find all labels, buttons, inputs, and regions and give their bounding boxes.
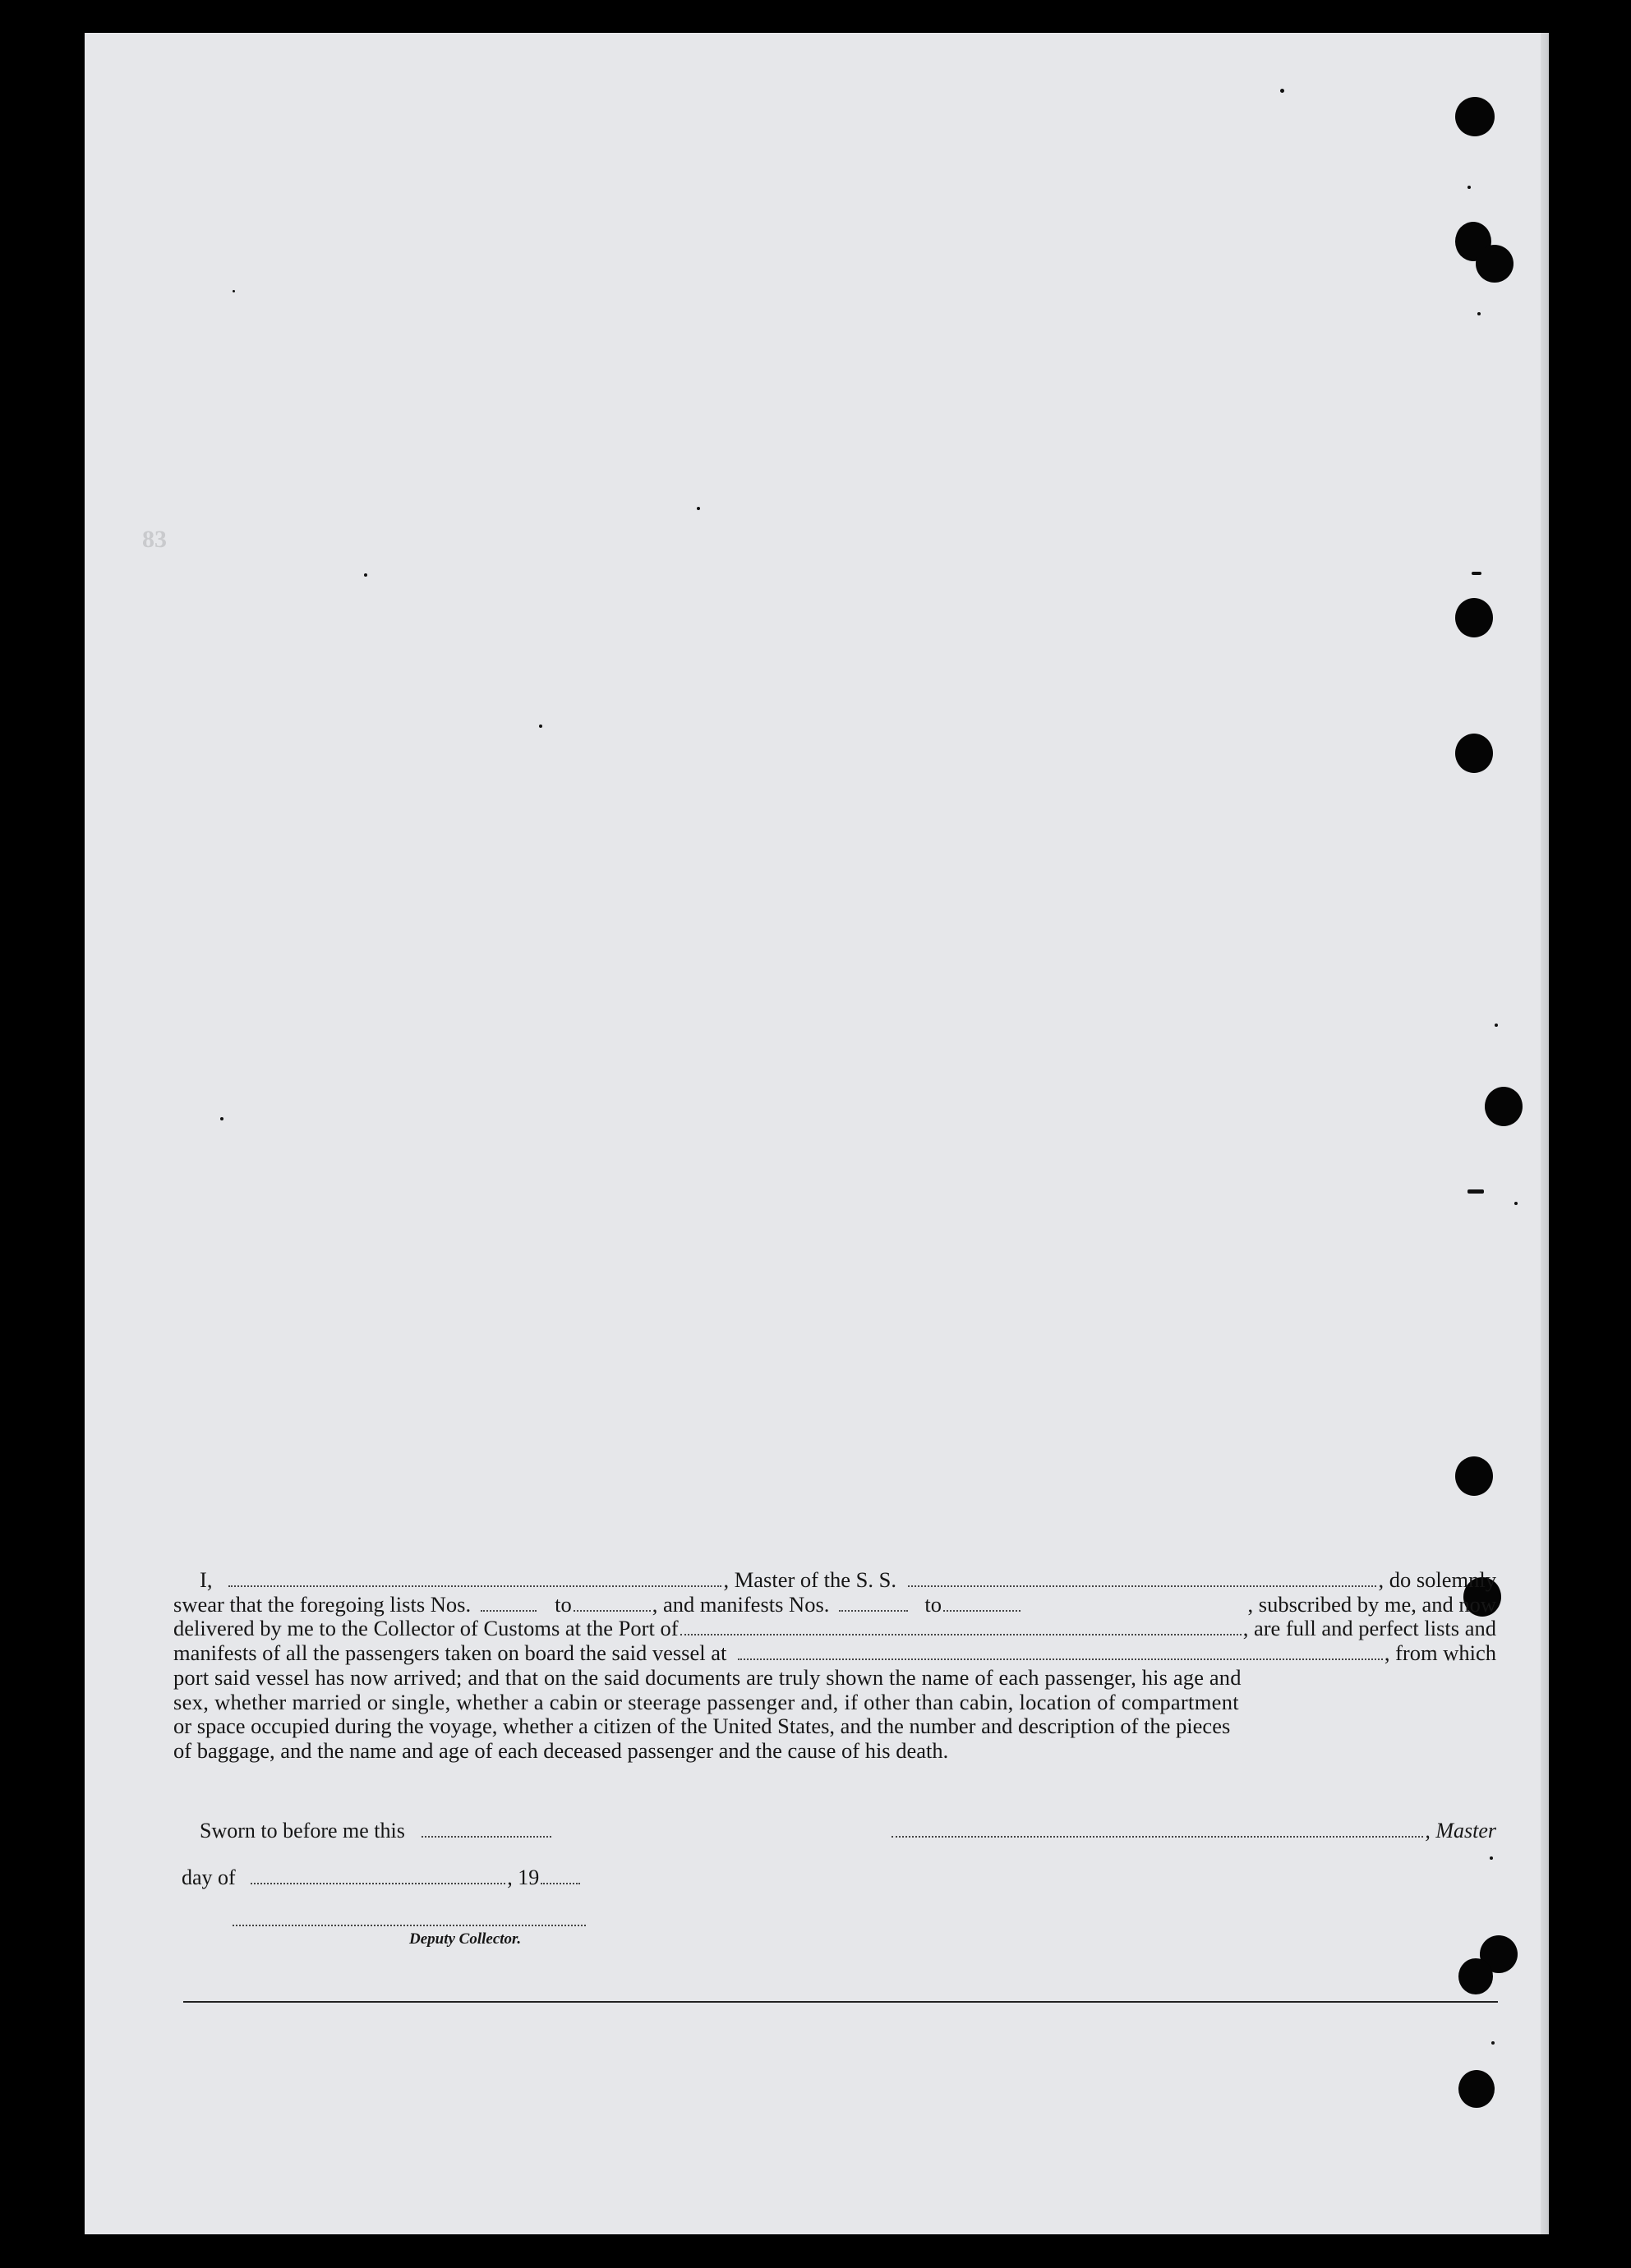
speck: [1467, 186, 1471, 189]
day-of-line: [182, 1865, 582, 1890]
speck: [220, 1117, 223, 1120]
speck: [1495, 1024, 1498, 1027]
oath-text: of baggage, and the name and age of each deceased passenger and the cause of his death.: [173, 1737, 949, 1763]
punch-hole: [1455, 1456, 1493, 1496]
oath-text: sex, whether married or single, whether a cabin or steerage passenger and, if other than cabin, location of compartment: [173, 1689, 1239, 1714]
ship-name-blank: [908, 1585, 1376, 1587]
speck: [1491, 2041, 1495, 2045]
oath-text: , do solemnly: [1378, 1567, 1496, 1592]
speck: [1472, 572, 1481, 575]
deputy-signature-blank: [233, 1925, 586, 1926]
speck: [1280, 89, 1284, 93]
document-page: [85, 33, 1549, 2234]
oath-text: manifests of all the passengers taken on board the said vessel at: [173, 1640, 727, 1666]
oath-text: delivered by me to the Collector of Customs at the Port of: [173, 1616, 679, 1641]
oath-text: I,: [200, 1567, 213, 1592]
oath-text: , are full and perfect lists and: [1242, 1616, 1496, 1641]
punch-hole: [1476, 245, 1514, 283]
page-edge: [1541, 33, 1549, 2234]
speck: [1514, 1202, 1518, 1205]
oath-line-3: [173, 1617, 1496, 1641]
punch-hole: [1455, 97, 1495, 136]
speck: [1477, 312, 1481, 315]
sworn-day-blank: [422, 1835, 551, 1838]
punch-hole: [1458, 2070, 1495, 2108]
master-label: , Master: [1425, 1819, 1496, 1842]
punch-hole: [1455, 734, 1493, 773]
punch-hole: [1485, 1087, 1523, 1126]
bleed-through-mark: 83: [142, 526, 167, 553]
oath-line-7: [173, 1714, 1496, 1739]
punch-hole: [1458, 1958, 1493, 1994]
oath-line-8: [173, 1739, 1496, 1764]
oath-text: , from which: [1384, 1640, 1496, 1666]
oath-line-4: [173, 1641, 1496, 1666]
month-blank: [251, 1882, 505, 1884]
speck: [364, 573, 367, 577]
speck: [697, 507, 700, 510]
oath-line-6: [173, 1691, 1496, 1715]
oath-text: to: [924, 1591, 942, 1617]
master-signature-line: [890, 1819, 1496, 1843]
master-oath-paragraph: [173, 1568, 1496, 1764]
sworn-before-line: [200, 1819, 553, 1843]
year-blank: [541, 1882, 580, 1884]
year-prefix: , 19: [507, 1865, 540, 1889]
manifest-from-blank: [839, 1609, 908, 1612]
oath-text: to: [555, 1591, 572, 1617]
port-blank: [680, 1633, 1242, 1635]
master-signature-blank: [892, 1835, 1423, 1838]
list-to-blank: [574, 1609, 651, 1612]
speck: [1490, 1856, 1493, 1860]
list-from-blank: [481, 1609, 537, 1612]
day-of-label: day of: [182, 1865, 236, 1889]
oath-text: swear that the foregoing lists Nos.: [173, 1591, 472, 1617]
bottom-rule: [183, 2001, 1498, 2003]
speck: [1467, 1189, 1484, 1194]
oath-text: , subscribed by me, and now: [1247, 1591, 1496, 1617]
sworn-label: Sworn to before me this: [200, 1819, 405, 1842]
speck: [539, 725, 542, 728]
embarkation-port-blank: [738, 1658, 1383, 1660]
punch-hole: [1455, 598, 1493, 637]
deputy-collector-label: Deputy Collector.: [409, 1930, 522, 1948]
oath-text: , Master of the S. S.: [723, 1567, 896, 1592]
oath-text: port said vessel has now arrived; and that on the said documents are truly shown the name of each passenger, his age and: [173, 1664, 1242, 1690]
oath-line-5: [173, 1666, 1496, 1691]
oath-text: , and manifests Nos.: [652, 1591, 830, 1617]
oath-line-2: [173, 1593, 1496, 1617]
oath-line-1: [173, 1568, 1496, 1593]
speck: [233, 290, 235, 292]
manifest-to-blank: [943, 1609, 1021, 1612]
master-name-blank: [228, 1585, 721, 1587]
oath-text: or space occupied during the voyage, whether a citizen of the United States, and the number and description of the pieces: [173, 1714, 1231, 1739]
